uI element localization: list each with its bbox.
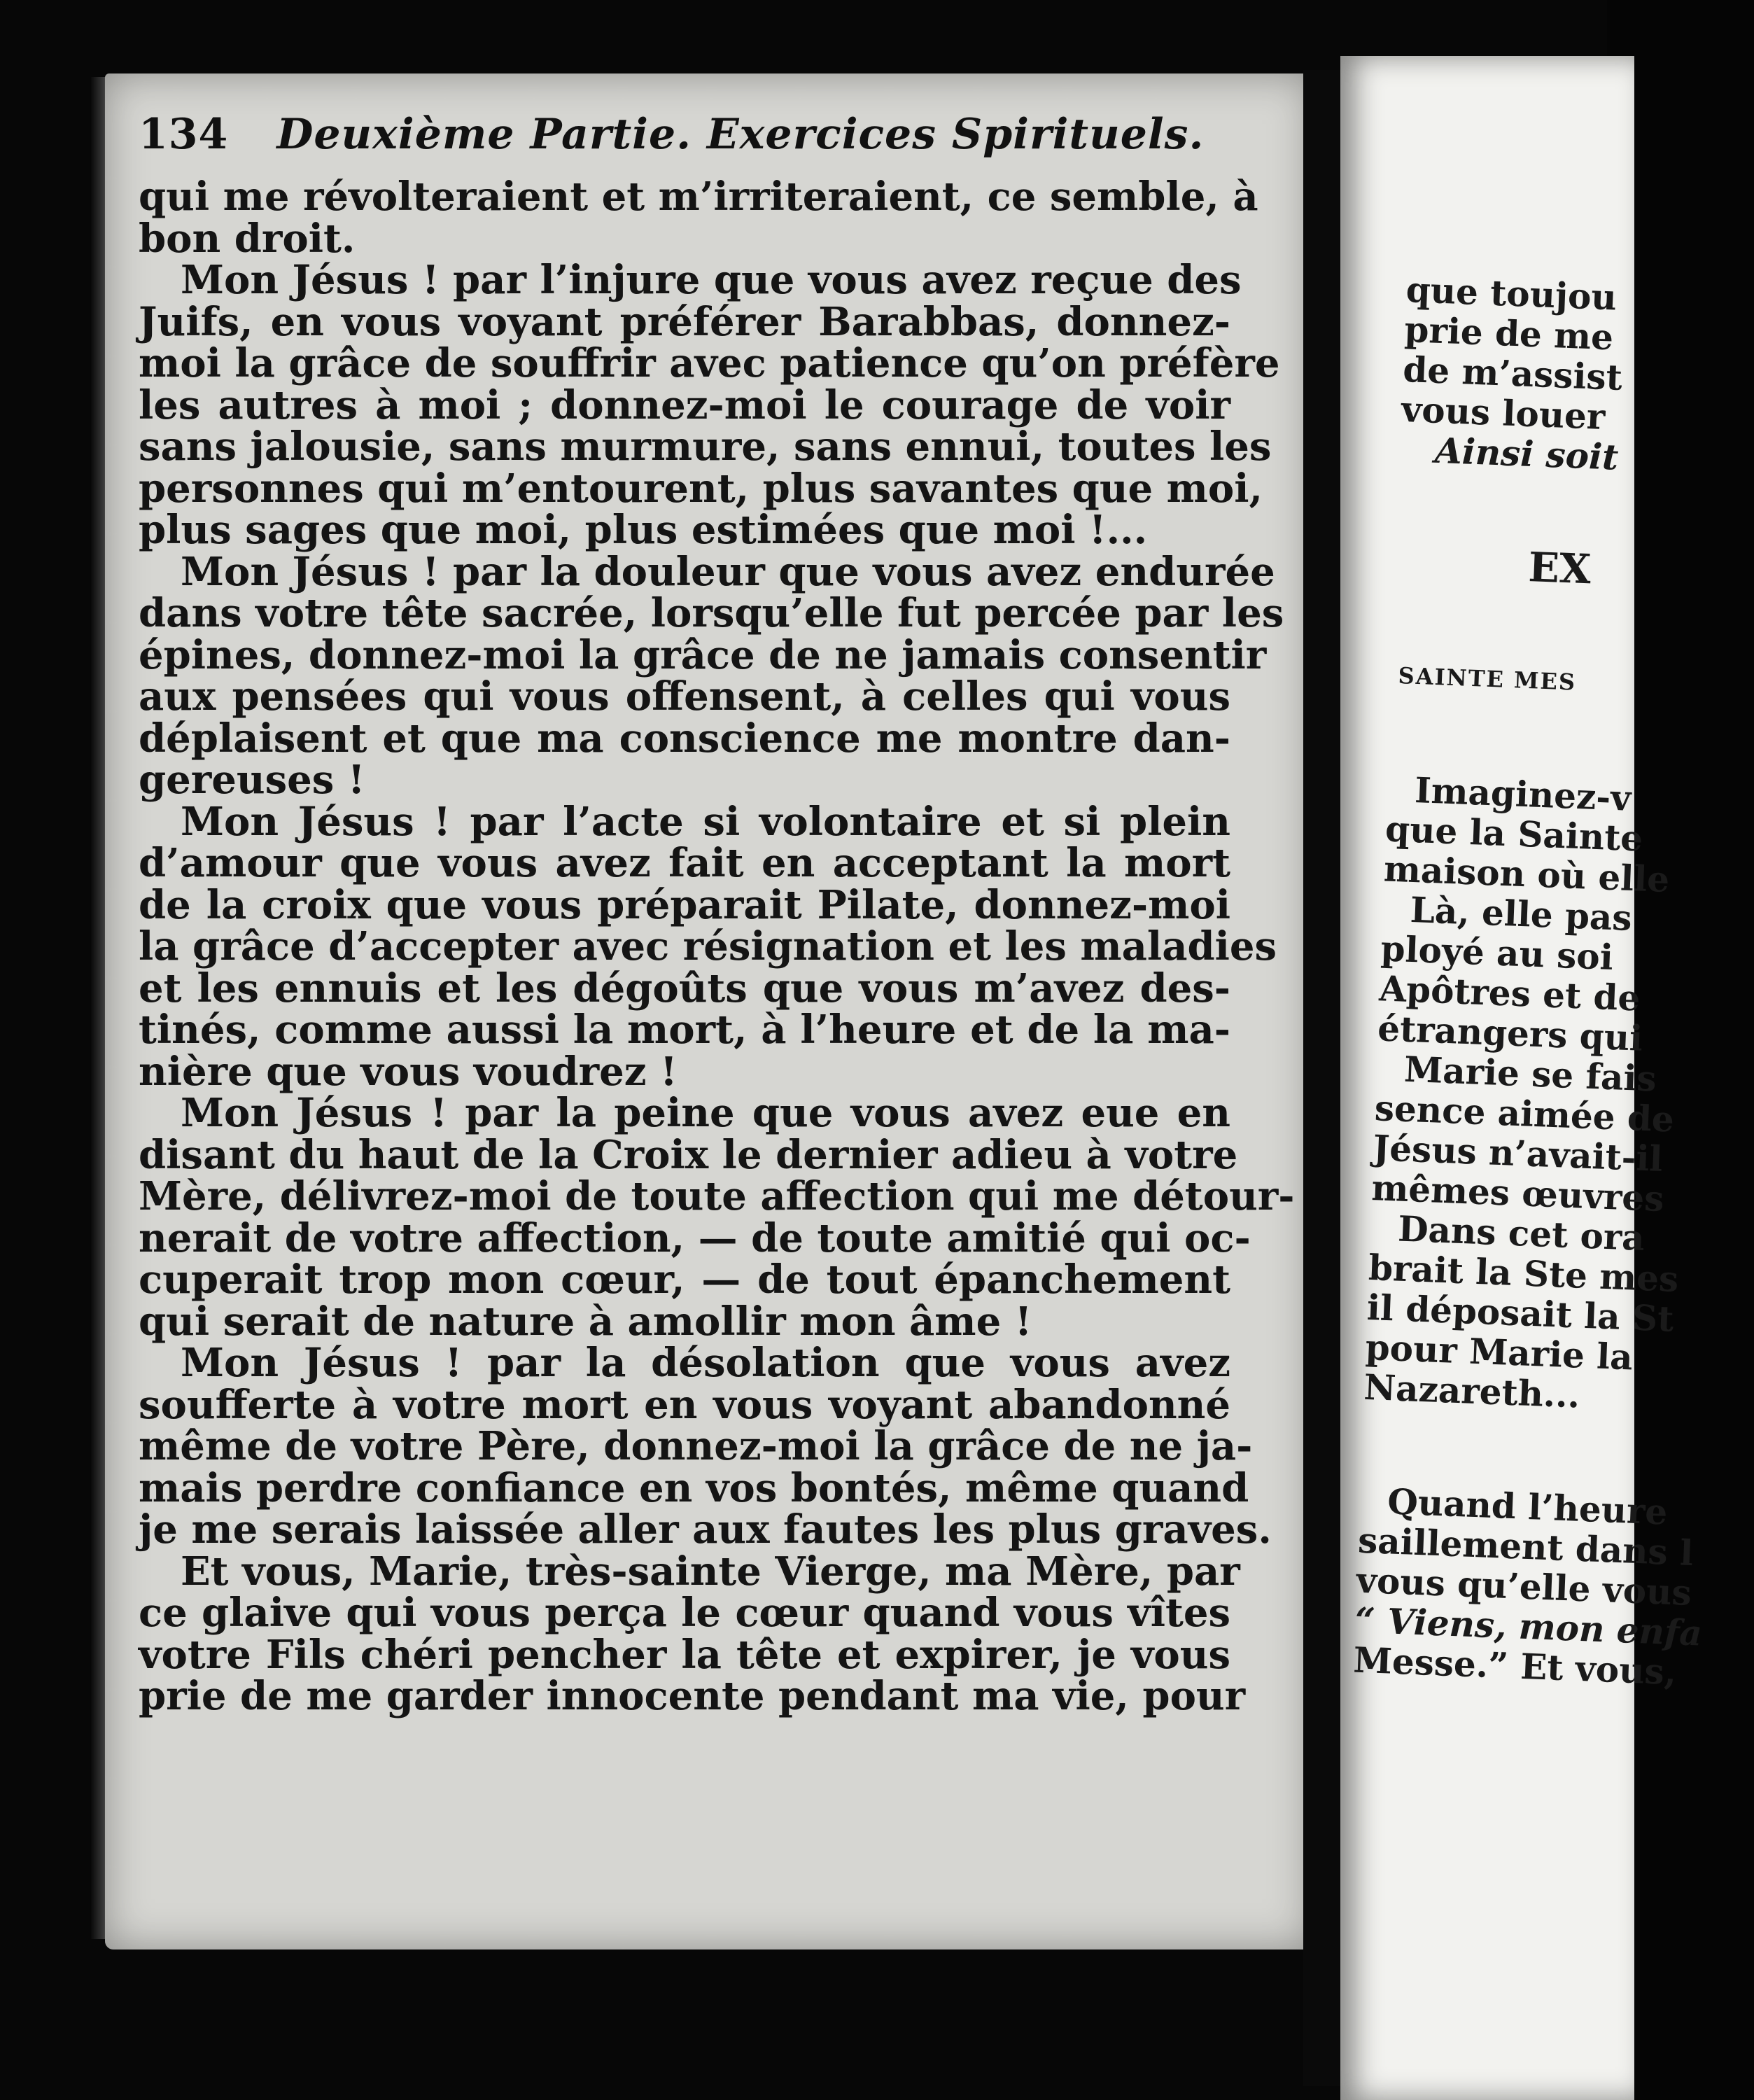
text-line: Juifs, en vous voyant préférer Barabbas, donnez- xyxy=(139,298,1230,345)
text-line: tinés, comme aussi la mort, à l’heure et de la ma- xyxy=(139,1007,1230,1053)
facing-line: Marie se fais xyxy=(1403,1048,1657,1100)
page-header xyxy=(139,99,1230,169)
text-line: Et vous, Marie, très-sainte Vierge, ma Mère, par xyxy=(181,1548,1240,1595)
facing-line: que toujou xyxy=(1405,269,1618,318)
text-line: nerait de votre affection, — de toute amitié qui oc- xyxy=(139,1214,1251,1261)
text-line: Mon Jésus ! par l’acte si volontaire et si plein xyxy=(181,798,1230,845)
facing-line: Imaginez-v xyxy=(1414,769,1632,819)
facing-line: Là, elle pas xyxy=(1409,888,1633,939)
facing-line: mêmes œuvres xyxy=(1370,1167,1665,1220)
facing-line: Nazareth... xyxy=(1363,1366,1581,1416)
facing-heading: EX xyxy=(1527,543,1592,594)
text-line: cuperait trop mon cœur, — de tout épanchement xyxy=(139,1256,1230,1303)
text-line: nière que vous voudrez ! xyxy=(139,1048,678,1095)
facing-spacer xyxy=(1392,582,1595,664)
text-line: votre Fils chéri pencher la tête et expirer, je vous xyxy=(139,1631,1230,1678)
facing-line: pour Marie la xyxy=(1364,1326,1634,1378)
text-line: sans jalousie, sans murmure, sans ennui, toutes les xyxy=(139,424,1272,470)
facing-line: Quand l’heure xyxy=(1387,1480,1669,1533)
text-line: et les ennuis et les dégoûts que vous m’avez des- xyxy=(139,965,1230,1011)
facing-line: ployé au soi xyxy=(1380,927,1614,979)
facing-line: prie de me xyxy=(1403,308,1615,358)
running-title: Deuxième Partie. Exercices Spirituels. xyxy=(276,110,1205,159)
text-line: même de votre Père, donnez-moi la grâce de ne ja- xyxy=(139,1423,1253,1469)
text-line: prie de me garder innocente pendant ma vie, pour xyxy=(139,1673,1246,1719)
facing-line: “ Viens, mon enfa xyxy=(1354,1599,1703,1654)
text-line: la grâce d’accepter avec résignation et les maladies xyxy=(139,923,1277,969)
text-line: Mon Jésus ! par la douleur que vous avez endurée xyxy=(181,548,1275,595)
text-line: moi la grâce de souffrir avec patience qu’on préfère xyxy=(139,340,1280,386)
facing-line: sence aimée de xyxy=(1373,1087,1675,1140)
text-line: bon droit. xyxy=(139,215,356,262)
facing-line: maison où elle xyxy=(1382,848,1671,901)
text-line: de la croix que vous préparait Pilate, donnez-moi xyxy=(139,881,1230,928)
text-line: gereuses ! xyxy=(139,757,365,803)
text-line: Mère, délivrez-moi de toute affection qui me détour- xyxy=(139,1173,1295,1219)
facing-line: Messe.” Et vous, xyxy=(1352,1639,1678,1693)
facing-line: saillement dans l xyxy=(1357,1519,1695,1574)
facing-line: vous louer xyxy=(1401,388,1606,438)
text-line: qui me révolteraient et m’irriteraient, ce semble, à xyxy=(139,174,1258,220)
text-line: les autres à moi ; donnez-moi le courage de voir xyxy=(139,382,1230,428)
text-line: ce glaive qui vous perça le cœur quand vous vîtes xyxy=(139,1590,1230,1636)
facing-line: Ainsi soit xyxy=(1433,429,1620,478)
facing-subheading: SAINTE MES xyxy=(1397,662,1577,696)
text-line: Mon Jésus ! par la désolation que vous avez xyxy=(181,1340,1230,1386)
page-body xyxy=(139,174,1295,1719)
text-line: Mon Jésus ! par l’injure que vous avez reçue des xyxy=(181,257,1242,303)
text-line: dans votre tête sacrée, lorsqu’elle fut percée par les xyxy=(139,590,1284,636)
text-line: plus sages que moi, plus estimées que moi !... xyxy=(139,507,1148,553)
facing-line: vous qu’elle vous xyxy=(1355,1559,1692,1614)
facing-line: Dans cet ora xyxy=(1397,1208,1646,1259)
text-line: déplaisent et que ma conscience me montre dan- xyxy=(139,715,1230,762)
facing-line: que la Sainte xyxy=(1384,808,1644,860)
facing-line: Apôtres et de xyxy=(1378,967,1641,1019)
facing-spacer xyxy=(1361,1407,1564,1488)
text-line: je me serais laissée aller aux fautes les plus graves. xyxy=(139,1506,1272,1553)
text-line: soufferte à votre mort en vous voyant abandonné xyxy=(139,1381,1230,1428)
text-line: disant du haut de la Croix le dernier adieu à votre xyxy=(139,1131,1238,1178)
text-line: mais perdre confiance en vos bontés, même quand xyxy=(139,1464,1249,1511)
text-line: Mon Jésus ! par la peine que vous avez eue en xyxy=(181,1090,1230,1136)
facing-spacer xyxy=(1396,469,1599,550)
facing-line: brait la Ste mes xyxy=(1368,1246,1680,1300)
facing-line: étrangers qui xyxy=(1377,1007,1644,1059)
text-line: personnes qui m’entourent, plus savantes que moi, xyxy=(139,465,1263,512)
facing-line: il déposait la St xyxy=(1366,1286,1675,1340)
page-number: 134 xyxy=(139,110,229,159)
facing-line: Jésus n’avait-il xyxy=(1372,1127,1664,1180)
facing-line: de m’assist xyxy=(1402,348,1623,398)
facing-spacer xyxy=(1388,696,1591,777)
text-line: qui serait de nature à amollir mon âme ! xyxy=(139,1298,1032,1345)
text-line: aux pensées qui vous offensent, à celles qui vous xyxy=(139,673,1230,720)
text-line: épines, donnez-moi la grâce de ne jamais consentir xyxy=(139,631,1267,678)
book-gutter xyxy=(1303,70,1344,2086)
text-line: d’amour que vous avez fait en acceptant la mort xyxy=(139,840,1230,886)
